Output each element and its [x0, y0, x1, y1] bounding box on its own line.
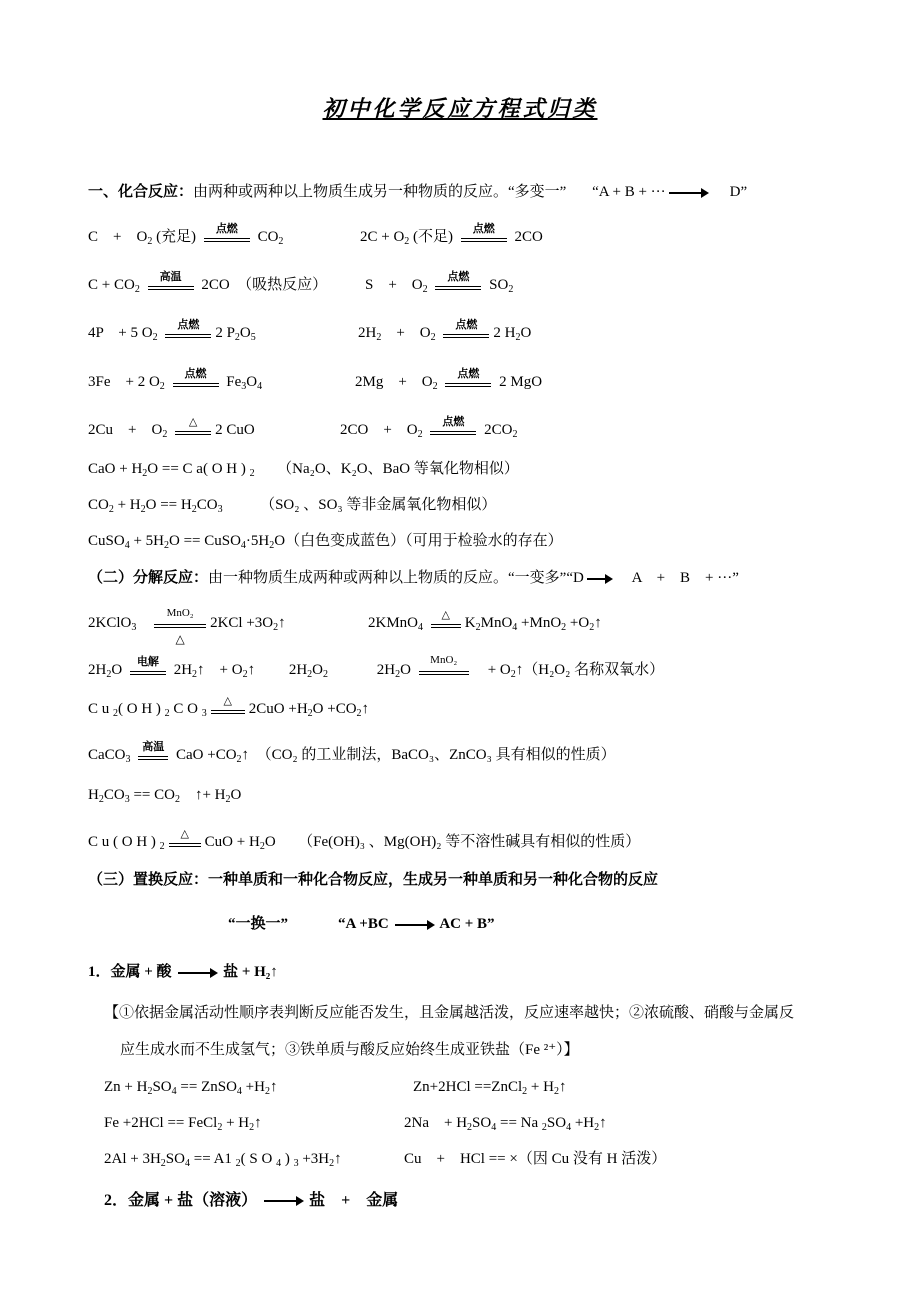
equation-row: S + $O_2$ 点燃 $SO_2$ — [365, 269, 514, 295]
equation-row: 3Fe + 2 $O_2$ 点燃 $Fe_3O_4$ — [88, 366, 263, 392]
equals-sign: 点燃 — [443, 373, 493, 393]
equation-row: $2H_2$ + $O_2$ 点燃 2 $H_2O$ — [358, 317, 532, 343]
comment-text: （因 Cu 没有 H 活泼） — [517, 1151, 667, 1167]
pattern-right: D” — [729, 184, 748, 200]
comment-text: （白色变成蓝色）（可用于检验水的存在） — [285, 533, 563, 549]
equals-sign: MnO₂ △ — [152, 614, 208, 634]
equals-sign: 点燃 — [202, 228, 252, 248]
equation-row: $CO_2 + H_2O == H_2CO_3$ （SO₂ 、SO₃ 等非金属氧化物相似） — [88, 497, 497, 515]
equals-sign: 点燃 — [171, 373, 221, 393]
equals-sign: 点燃 — [428, 421, 478, 441]
equation-row: Zn+2HCl ==ZnCl$_2$ + $H_2↑$ — [413, 1079, 567, 1097]
pattern-right: A + B + ···” — [631, 570, 739, 586]
equals-sign: 点燃 — [459, 228, 509, 248]
subsection-result: 盐 + H₂↑ — [223, 964, 278, 980]
pattern-left: “A +BC — [338, 916, 389, 932]
arrow-icon — [669, 192, 707, 194]
note-line-1: 【①依据金属活动性顺序表判断反应能否发生，且金属越活泼，反应速率越快；②浓硫酸、硝酸与金属反 — [104, 1005, 795, 1021]
equation-row: C u ( O H ) $_2$ △ CuO + $H_2O$ （Fe(OH)₃ 、Mg(OH)₂ 等不溶性碱具有相似的性质） — [88, 826, 641, 852]
equation-row: 2KMnO$_4$ △ $K_2MnO_4 +MnO_2$ $+O_2↑$ — [368, 607, 602, 633]
equals-sign: 高温 — [136, 746, 170, 766]
comment-text: （SO₂ 、SO₃ 等非金属氧化物相似） — [267, 497, 497, 513]
equation-row: Fe +2HCl == FeCl$_2$ + $H_2↑$ — [104, 1115, 262, 1133]
comment-text: （H₂O₂ 名称双氧水） — [523, 662, 665, 678]
equals-sign: △ — [167, 833, 203, 853]
equation-row: CaCO$_3$ 高温 CaO $+CO_2↑$ （CO₂ 的工业制法，BaCO₃、ZnCO₃ 具有相似的性质） — [88, 739, 616, 765]
equals-sign: 电解 — [128, 661, 168, 681]
subsection-label: 1．金属 + 酸 — [88, 964, 172, 980]
subsection-label: 2．金属 + 盐（溶液） — [104, 1192, 258, 1209]
subsection-metal-salt — [104, 1191, 398, 1211]
comment-text: （CO₂ 的工业制法，BaCO₃、ZnCO₃ 具有相似的性质） — [264, 747, 616, 763]
subsection-metal-acid — [88, 962, 278, 982]
equation-row: 2Na + $H_2SO_4 == Na$ $_2SO_4$ $+H_2↑$ — [404, 1115, 607, 1133]
equation-row: $2Al + 3H_2SO_4 == A1$ $_2$( S O $_4$ ) $_3 +3H_2↑$ — [104, 1151, 342, 1169]
arrow-icon — [178, 972, 216, 974]
section-label: 一、化合反应： — [88, 184, 194, 200]
equation-row: CaO + $H_2O == C$ a( O H ) $_2$ （Na₂O、K₂O、BaO 等氧化物相似） — [88, 461, 519, 479]
arrow-icon — [264, 1200, 302, 1202]
comment-text: （Fe(OH)₃ 、Mg(OH)₂ 等不溶性碱具有相似的性质） — [305, 834, 641, 850]
equals-sign: 高温 — [146, 276, 196, 296]
equals-sign: △ — [209, 700, 247, 720]
subsection-result: 盐 + 金属 — [309, 1192, 399, 1209]
equation-row: 2KClO$_3$ MnO₂ △ $2KCl +3O_2↑$ — [88, 606, 286, 646]
slogan: “一换一” — [228, 916, 289, 932]
equation-row: CuSO$_4$ + $5H_2O$ == $CuSO_4\cdot 5H_2O$（白色变成蓝色）（可用于检验水的存在） — [88, 533, 563, 551]
section-decomposition-heading — [88, 568, 739, 588]
equation-row: $H_2CO_3 == CO_2$ ↑+ $H_2O$ — [88, 787, 242, 805]
condition-note: (充足) — [156, 229, 197, 245]
equals-sign: △ — [429, 614, 463, 634]
condition-note: （吸热反应） — [244, 277, 328, 293]
equation-row: 2Mg + $O_2$ 点燃 2 MgO — [355, 366, 543, 392]
pattern-left: “A + B + ··· — [592, 184, 666, 200]
section-replacement-heading: （三）置换反应：一种单质和一种化合物反应，生成另一种单质和另一种化合物的反应 — [88, 872, 659, 888]
equation-row: $2H_2O$ 电解 $2H_2↑$ + $O_2↑$ $2H_2O_2$ $2H_2O$ MnO₂ + $O_2↑(H_2O_2$ 名称双氧水） — [88, 653, 665, 680]
arrow-icon — [587, 578, 611, 580]
equation-row: $2C + O_2$ (不足) 点燃 2CO — [360, 221, 543, 247]
equation-row: $Zn + H_2SO_4$ == ZnSO$_4$ $+H_2↑$ — [104, 1079, 278, 1097]
equals-sign: △ — [173, 421, 213, 441]
equation-row: Cu + HCl == ×（因 Cu 没有 H 活泼） — [404, 1151, 667, 1167]
equals-sign: 点燃 — [163, 324, 213, 344]
equals-sign: 点燃 — [441, 324, 491, 344]
equals-sign: 点燃 — [433, 276, 483, 296]
equation-row: $C + CO_2$ 高温 2CO （吸热反应） — [88, 269, 328, 295]
equation-row: C u $_2$( O H ) $_2$ C O $_3$ △ $2CuO +H_2O$ $+CO_2↑$ — [88, 693, 370, 719]
pattern-right: AC + B” — [439, 916, 495, 932]
comment-text: （Na₂O、K₂O、BaO 等氧化物相似） — [284, 461, 519, 477]
section-combination-heading — [88, 182, 747, 202]
equation-row: 2CO + $O_2$ 点燃 $2CO_2$ — [340, 414, 518, 440]
page-title: 初中化学反应方程式归类 — [322, 96, 598, 121]
arrow-icon — [395, 924, 433, 926]
equation-row: 2Cu + $O_2$ △ 2 CuO — [88, 414, 255, 440]
note-line-2: 应生成水而不生成氢气；③铁单质与酸反应始终生成亚铁盐（Fe ²⁺）】 — [120, 1042, 579, 1058]
equation-row: C + $O_2$ (充足) 点燃 $CO_2$ — [88, 221, 284, 247]
section-description: 由两种或两种以上物质生成另一种物质的反应。“多变一” — [193, 184, 567, 200]
section-label: （二）分解反应： — [88, 570, 209, 586]
equation-row: 4P + 5 $O_2$ 点燃 2 $P_2O_5$ — [88, 317, 256, 343]
section-pattern — [228, 914, 495, 934]
equals-sign: MnO₂ — [417, 661, 471, 681]
condition-note: (不足) — [413, 229, 454, 245]
section-description: 由一种物质生成两种或两种以上物质的反应。“一变多”“D — [208, 570, 584, 586]
